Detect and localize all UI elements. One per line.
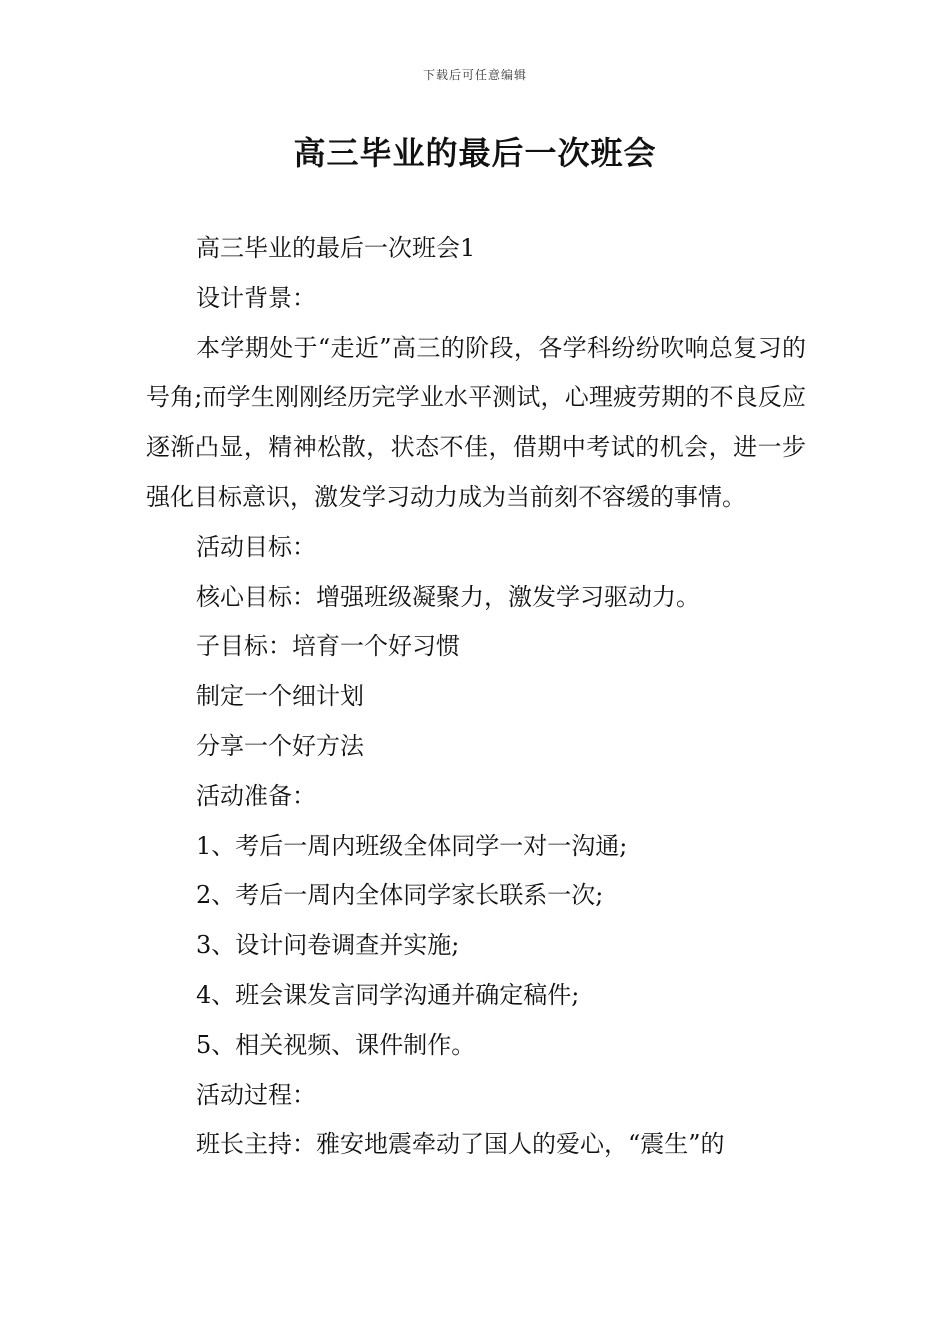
section-label: 活动目标： [196,532,316,561]
core-goal-line: 核心目标：增强班级凝聚力，激发学习驱动力。 [196,582,700,611]
process-paragraph: 班长主持：雅安地震牵动了国人的爱心，“震生”的 [196,1130,725,1159]
section-label: 设计背景： [196,283,316,312]
prep-list-item: 3、设计问卷调查并实施; [196,931,460,960]
sub-goal-line: 分享一个好方法 [196,731,364,760]
header-note: 下载后可任意编辑 [422,68,527,82]
sub-goal-line: 制定一个细计划 [196,682,364,711]
prep-list-item: 4、班会课发言同学沟通并确定稿件; [196,980,580,1009]
section-heading: 高三毕业的最后一次班会1 [196,234,476,262]
document-title: 高三毕业的最后一次班会 [293,134,657,172]
section-label: 活动准备： [196,781,316,810]
background-paragraph: 本学期处于“走近”高三的阶段，各学科纷纷吹响总复习的号角;而学生刚刚经历完学业水平测试，心理疲劳期的不良反应逐渐凸显，精神松散，状态不佳，借期中考试的机会，进一步强化目标意识，激发学习动力成为当前刻不容缓的事情。 [146,333,806,511]
prep-list-item: 5、相关视频、课件制作。 [196,1030,476,1059]
sub-goal-line: 子目标：培育一个好习惯 [196,632,460,661]
prep-list-item: 2、考后一周内全体同学家长联系一次; [196,881,604,910]
prep-list-item: 1、考后一周内班级全体同学一对一沟通; [196,831,628,860]
section-label: 活动过程： [196,1080,316,1109]
document-body [146,224,806,1170]
